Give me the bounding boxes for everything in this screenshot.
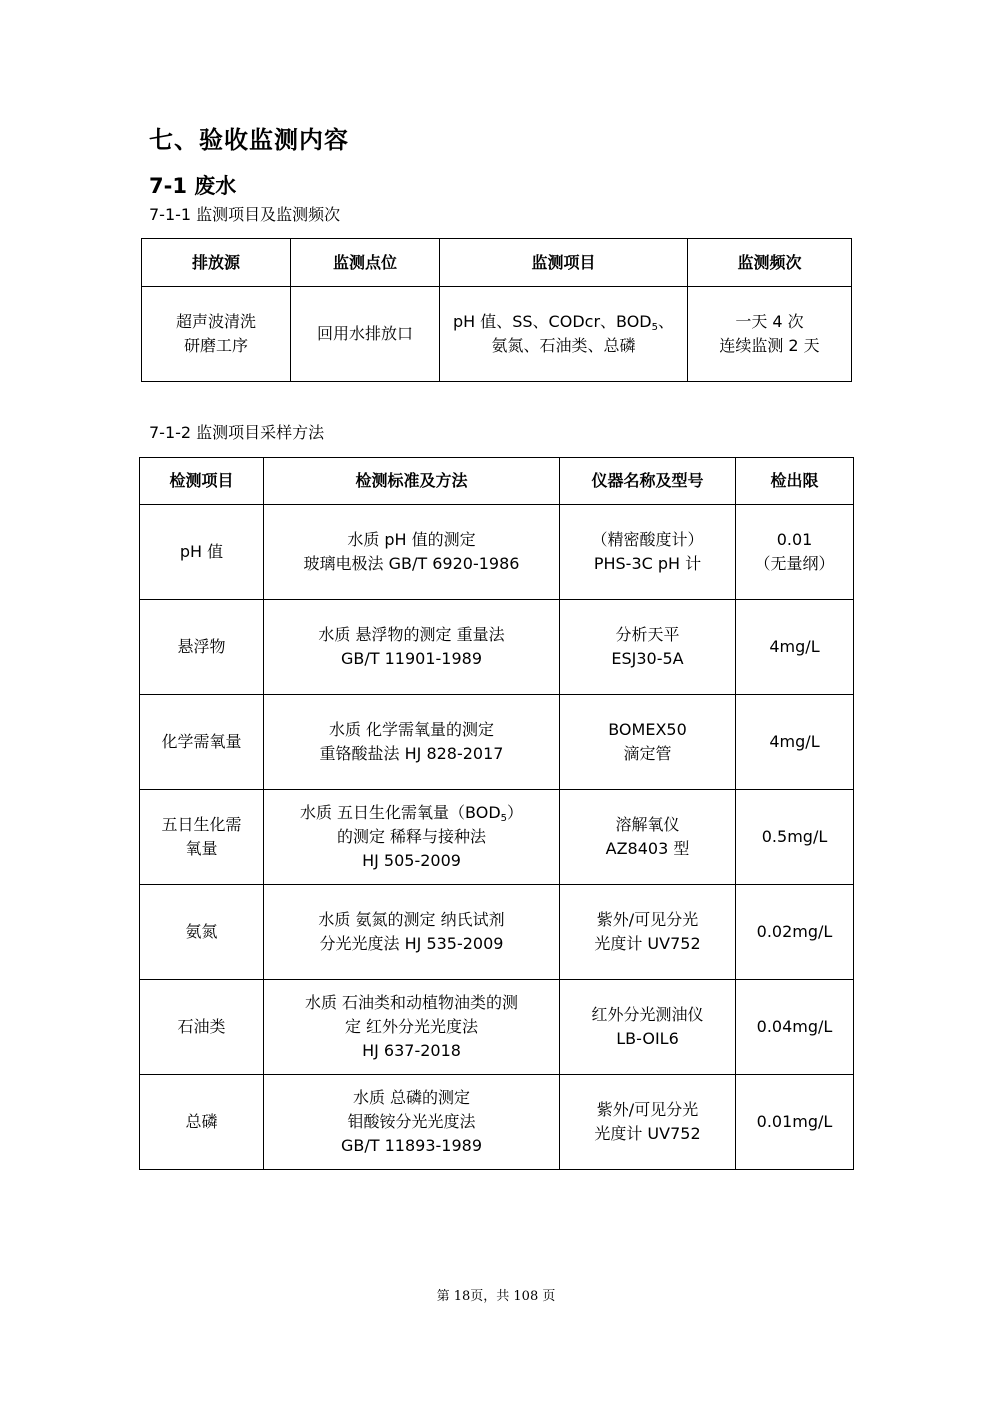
cell-line: 光度计 UV752 [594, 934, 701, 953]
instrument-cell [560, 1075, 736, 1170]
table2-header-cell: 仪器名称及型号 [560, 458, 736, 505]
method-cell [264, 600, 560, 695]
table1-header-cell: 监测项目 [440, 239, 688, 287]
cell-line: LB-OIL6 [616, 1029, 679, 1048]
cell-line: PHS-3C pH 计 [593, 554, 702, 573]
cell-line: 石油类 [177, 1017, 226, 1036]
cell-line: 悬浮物 [177, 637, 226, 656]
cell-line: 研磨工序 [183, 336, 248, 355]
table-row [142, 287, 852, 382]
instrument-cell [560, 600, 736, 695]
cell-line: 的测定 稀释与接种法 [336, 827, 487, 846]
instrument-cell [560, 980, 736, 1075]
cell-line: 紫外/可见分光 [596, 1100, 699, 1119]
cell-line: 紫外/可见分光 [596, 910, 699, 929]
cell-line: 超声波清洗 [175, 312, 256, 331]
table-row [140, 600, 854, 695]
cell-line: 水质 化学需氧量的测定 [328, 720, 495, 739]
table-row [140, 885, 854, 980]
table1-caption: 7-1-1 监测项目及监测频次 [149, 205, 341, 224]
cell-line: AZ8403 型 [605, 839, 690, 858]
cell-line: 重铬酸盐法 HJ 828-2017 [319, 744, 504, 763]
cell-line: ESJ30-5A [611, 649, 684, 668]
cell-line: GB/T 11893-1989 [340, 1136, 482, 1155]
instrument-cell [560, 790, 736, 885]
cell-line: 氨氮 [185, 922, 218, 941]
method-cell [264, 790, 560, 885]
table-row [140, 695, 854, 790]
cell-line: 连续监测 2 天 [719, 336, 820, 355]
cell-line: pH 值 [179, 542, 224, 561]
method-text: ） [507, 803, 524, 822]
table2-header-cell: 检测标准及方法 [264, 458, 560, 505]
instrument-cell [560, 695, 736, 790]
table1-header-cell: 排放源 [142, 239, 291, 287]
detection-limit-cell [736, 1075, 854, 1170]
table1-header-cell: 监测点位 [291, 239, 440, 287]
cell-line: BOMEX50 [608, 720, 687, 739]
cell-line: HJ 637-2018 [362, 1041, 461, 1060]
cell-line: 氧量 [185, 839, 218, 858]
detection-limit-cell [736, 695, 854, 790]
cell-line: 化学需氧量 [161, 732, 242, 751]
cell-line: （无量纲） [754, 554, 835, 573]
table2-caption: 7-1-2 监测项目采样方法 [149, 423, 325, 442]
method-cell [264, 505, 560, 600]
cell-line: 0.02mg/L [756, 922, 833, 941]
monitoring-items-cell [440, 287, 688, 382]
cell-line: HJ 505-2009 [362, 851, 461, 870]
cell-line: 0.01mg/L [756, 1112, 833, 1131]
monitoring-point-cell: 回用水排放口 [291, 287, 440, 382]
table2-header-cell: 检出限 [736, 458, 854, 505]
detection-item-cell [140, 600, 264, 695]
detection-item-cell [140, 1075, 264, 1170]
cell-line: 玻璃电极法 GB/T 6920-1986 [303, 554, 520, 573]
items-text: pH 值、SS、CODcr、BOD [452, 312, 652, 331]
cell-line: 溶解氧仪 [615, 815, 680, 834]
items-text: 、 [658, 312, 675, 331]
detection-item-cell [140, 885, 264, 980]
cell-line: 总磷 [185, 1112, 218, 1131]
subscript: 5 [500, 813, 508, 824]
subsection-title: 7-1 废水 [149, 174, 237, 198]
table2-header-row [140, 458, 854, 505]
cell-line: （精密酸度计） [591, 530, 704, 549]
detection-limit-cell [736, 600, 854, 695]
cell-line: 0.04mg/L [756, 1017, 833, 1036]
method-cell [264, 885, 560, 980]
table1-header-row [142, 239, 852, 287]
detection-limit-cell [736, 790, 854, 885]
method-cell [264, 1075, 560, 1170]
cell-line: 滴定管 [623, 744, 672, 763]
detection-limit-cell [736, 980, 854, 1075]
cell-line: 一天 4 次 [735, 312, 804, 331]
instrument-cell [560, 505, 736, 600]
cell-line: 红外分光测油仪 [591, 1005, 704, 1024]
detection-item-cell [140, 790, 264, 885]
cell-line: 分析天平 [615, 625, 680, 644]
method-cell [264, 980, 560, 1075]
cell-line: GB/T 11901-1989 [340, 649, 482, 668]
cell-line: 水质 pH 值的测定 [347, 530, 476, 549]
instrument-cell [560, 885, 736, 980]
detection-limit-cell [736, 885, 854, 980]
table-row [140, 1075, 854, 1170]
cell-line: 4mg/L [769, 732, 820, 751]
cell-line: 水质 氨氮的测定 纳氏试剂 [318, 910, 505, 929]
table-row [140, 505, 854, 600]
cell-line: 定 红外分光光度法 [344, 1017, 479, 1036]
table-row [140, 980, 854, 1075]
table1-header-cell: 监测频次 [688, 239, 852, 287]
cell-line: 氨氮、石油类、总磷 [491, 336, 636, 355]
subscript: 5 [651, 322, 659, 333]
cell-line: 分光光度法 HJ 535-2009 [319, 934, 504, 953]
cell-line [446, 310, 681, 334]
detection-item-cell [140, 980, 264, 1075]
cell-line: 4mg/L [769, 637, 820, 656]
sampling-method-table [139, 457, 854, 1170]
cell-line: 水质 总磷的测定 [352, 1088, 471, 1107]
detection-limit-cell [736, 505, 854, 600]
cell-line [270, 801, 553, 825]
method-text: 水质 五日生化需氧量（BOD [299, 803, 501, 822]
cell-line: 五日生化需 [161, 815, 242, 834]
section-title: 七、验收监测内容 [149, 126, 349, 154]
cell-line: 0.01 [776, 530, 813, 549]
table-row [140, 790, 854, 885]
emission-source-cell [142, 287, 291, 382]
cell-line: 水质 石油类和动植物油类的测 [304, 993, 519, 1012]
detection-item-cell [140, 695, 264, 790]
frequency-cell [688, 287, 852, 382]
page-footer: 第 18页，共 108 页 [436, 1289, 556, 1304]
cell-line: 钼酸铵分光光度法 [347, 1112, 476, 1131]
table2-header-cell: 检测项目 [140, 458, 264, 505]
monitoring-frequency-table [141, 238, 852, 382]
cell-line: 0.5mg/L [761, 827, 828, 846]
cell-line: 水质 悬浮物的测定 重量法 [318, 625, 505, 644]
detection-item-cell [140, 505, 264, 600]
cell-line: 光度计 UV752 [594, 1124, 701, 1143]
method-cell [264, 695, 560, 790]
